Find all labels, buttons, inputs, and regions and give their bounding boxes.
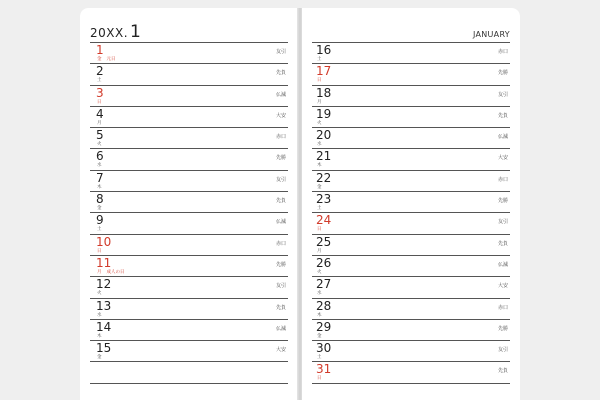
month-name: JANUARY: [472, 30, 510, 39]
weekday-label: [317, 185, 327, 190]
holiday-note: 元日: [106, 57, 116, 62]
rokuyo-label: 仏滅: [275, 91, 286, 98]
weekday-label: [97, 142, 107, 147]
rokuyo-label: 大安: [275, 347, 286, 354]
weekday-label: [97, 313, 107, 318]
weekday-label: [97, 121, 107, 126]
day-number: 1: [96, 43, 104, 57]
day-row: [90, 235, 288, 256]
weekday-label: [97, 291, 107, 296]
day-row: [312, 86, 510, 107]
weekday-text: 金: [317, 184, 322, 190]
day-number: 29: [316, 319, 332, 334]
rokuyo-label: 友引: [497, 347, 508, 354]
rokuyo-label: 大安: [497, 155, 508, 162]
day-number: 14: [96, 319, 112, 334]
weekday-text: 土: [97, 78, 102, 84]
weekday-text: 日: [97, 248, 102, 254]
day-number: 20: [316, 128, 332, 143]
day-row: [90, 213, 288, 234]
weekday-label: [97, 334, 107, 339]
day-row: [90, 86, 288, 107]
day-number: 19: [316, 106, 332, 121]
day-row: [312, 256, 510, 277]
day-row: [90, 362, 288, 383]
weekday-label: [317, 313, 327, 318]
weekday-label: [317, 376, 327, 381]
rokuyo-label: 赤口: [497, 49, 508, 55]
rokuyo-label: 赤口: [275, 134, 286, 141]
day-row: [90, 171, 288, 192]
weekday-text: 月: [317, 99, 322, 105]
weekday-text: 火: [317, 269, 322, 275]
day-number: 24: [316, 213, 332, 228]
rokuyo-label: 仏滅: [497, 261, 508, 268]
weekday-label: [97, 270, 125, 275]
weekday-text: 水: [317, 142, 322, 148]
weekday-text: 土: [317, 355, 322, 361]
weekday-text: 火: [317, 120, 322, 126]
planner-spread: [80, 8, 520, 400]
rokuyo-label: 先勝: [497, 325, 508, 332]
weekday-text: 木: [97, 184, 102, 190]
weekday-label: [317, 270, 327, 275]
weekday-text: 水: [97, 163, 102, 169]
rokuyo-label: 先負: [275, 70, 286, 77]
day-number: 12: [96, 277, 112, 292]
weekday-text: 金: [97, 57, 102, 62]
weekday-label: [317, 100, 327, 105]
rokuyo-label: 先勝: [275, 261, 286, 268]
rokuyo-label: 大安: [497, 283, 508, 290]
day-row: [312, 43, 510, 64]
rokuyo-label: 友引: [497, 219, 508, 226]
weekday-text: 水: [317, 291, 322, 297]
rokuyo-label: 大安: [275, 112, 286, 119]
weekday-text: 火: [97, 291, 102, 297]
day-row: [90, 256, 288, 277]
weekday-label: [317, 121, 327, 126]
rokuyo-label: 友引: [275, 49, 286, 55]
weekday-label: [97, 249, 107, 254]
weekday-label: [97, 227, 107, 232]
weekday-label: [97, 206, 107, 211]
day-row: [90, 107, 288, 128]
day-number: 28: [316, 298, 332, 313]
rokuyo-label: 先負: [497, 112, 508, 119]
day-row: [312, 277, 510, 298]
day-row: [312, 320, 510, 341]
day-row: [312, 64, 510, 85]
year-label: 20XX.: [90, 26, 129, 40]
weekday-text: 日: [317, 78, 322, 84]
weekday-label: [317, 334, 327, 339]
day-row: [90, 192, 288, 213]
day-number: 16: [316, 43, 332, 57]
rokuyo-label: 先勝: [497, 70, 508, 77]
day-row: [312, 171, 510, 192]
weekday-text: 月: [97, 269, 102, 275]
right-page: [302, 8, 520, 400]
day-row: [312, 213, 510, 234]
day-number: 6: [96, 149, 104, 164]
weekday-label: [317, 142, 327, 147]
weekday-label: [317, 78, 327, 83]
rokuyo-label: 先勝: [497, 198, 508, 205]
day-number: 9: [96, 213, 104, 228]
weekday-label: [97, 78, 107, 83]
day-number: 5: [96, 128, 104, 143]
day-row: [90, 43, 288, 64]
weekday-text: 金: [97, 355, 102, 361]
rokuyo-label: 赤口: [497, 304, 508, 311]
day-row: [312, 362, 510, 383]
day-number: 15: [96, 341, 112, 356]
weekday-text: 火: [97, 142, 102, 148]
day-row: [312, 107, 510, 128]
day-number: 27: [316, 277, 332, 292]
holiday-note: 成人の日: [106, 269, 125, 275]
day-number: 22: [316, 170, 332, 185]
day-row: [312, 341, 510, 362]
rokuyo-label: 赤口: [275, 240, 286, 247]
day-number: 10: [96, 234, 112, 249]
rokuyo-label: 友引: [275, 283, 286, 290]
weekday-label: [317, 227, 327, 232]
rokuyo-label: 先負: [275, 304, 286, 311]
day-row: [90, 320, 288, 341]
right-day-list: [312, 43, 510, 384]
day-row: [312, 235, 510, 256]
day-number: 3: [96, 85, 104, 100]
weekday-text: 木: [97, 333, 102, 339]
rokuyo-label: 仏滅: [275, 219, 286, 226]
weekday-text: 月: [97, 120, 102, 126]
day-number: 2: [96, 64, 104, 79]
weekday-label: [97, 185, 107, 190]
day-number: 25: [316, 234, 332, 249]
day-row: [312, 299, 510, 320]
weekday-label: [97, 376, 102, 381]
left-page: [80, 8, 298, 400]
day-row: [312, 192, 510, 213]
month-number: 1: [130, 22, 141, 42]
weekday-label: [97, 163, 107, 168]
weekday-text: 月: [317, 248, 322, 254]
day-row: [90, 149, 288, 170]
rokuyo-label: 先勝: [275, 155, 286, 162]
day-number: 30: [316, 341, 332, 356]
weekday-text: 土: [317, 206, 322, 212]
weekday-text: 木: [317, 312, 322, 318]
weekday-text: 日: [97, 99, 102, 105]
day-number: 21: [316, 149, 332, 164]
rokuyo-label: 仏滅: [497, 134, 508, 141]
day-row: [90, 64, 288, 85]
weekday-text: 水: [97, 312, 102, 318]
weekday-text: 土: [317, 57, 322, 62]
weekday-label: [97, 100, 107, 105]
weekday-text: 金: [317, 333, 322, 339]
day-number: 4: [96, 106, 104, 121]
weekday-text: 土: [97, 227, 102, 233]
rokuyo-label: 先負: [497, 240, 508, 247]
weekday-label: [317, 206, 327, 211]
rokuyo-label: 友引: [497, 91, 508, 98]
weekday-label: [97, 355, 107, 360]
weekday-label: [317, 249, 327, 254]
day-number: 26: [316, 255, 332, 270]
rokuyo-label: 友引: [275, 176, 286, 183]
day-number: 23: [316, 192, 332, 207]
rokuyo-label: 赤口: [497, 176, 508, 183]
weekday-label: [317, 291, 327, 296]
weekday-label: [317, 355, 327, 360]
day-number: 31: [316, 362, 332, 377]
day-row: [90, 128, 288, 149]
weekday-text: 木: [317, 163, 322, 169]
day-row: [312, 128, 510, 149]
weekday-label: [97, 57, 116, 62]
day-number: 13: [96, 298, 112, 313]
day-row: [90, 341, 288, 362]
day-number: 18: [316, 85, 332, 100]
weekday-label: [317, 57, 327, 62]
weekday-text: 日: [317, 376, 322, 382]
day-number: 17: [316, 64, 332, 79]
weekday-label: [317, 163, 327, 168]
day-number: 8: [96, 192, 104, 207]
rokuyo-label: 先負: [497, 368, 508, 375]
day-number: 7: [96, 170, 104, 185]
page-title: [90, 22, 141, 40]
day-number: 11: [96, 255, 112, 270]
rokuyo-label: 仏滅: [275, 325, 286, 332]
left-day-list: [90, 43, 288, 384]
day-row: [90, 277, 288, 298]
weekday-text: 日: [317, 227, 322, 233]
weekday-text: 金: [97, 206, 102, 212]
day-row: [90, 299, 288, 320]
day-row: [312, 149, 510, 170]
rokuyo-label: 先負: [275, 198, 286, 205]
